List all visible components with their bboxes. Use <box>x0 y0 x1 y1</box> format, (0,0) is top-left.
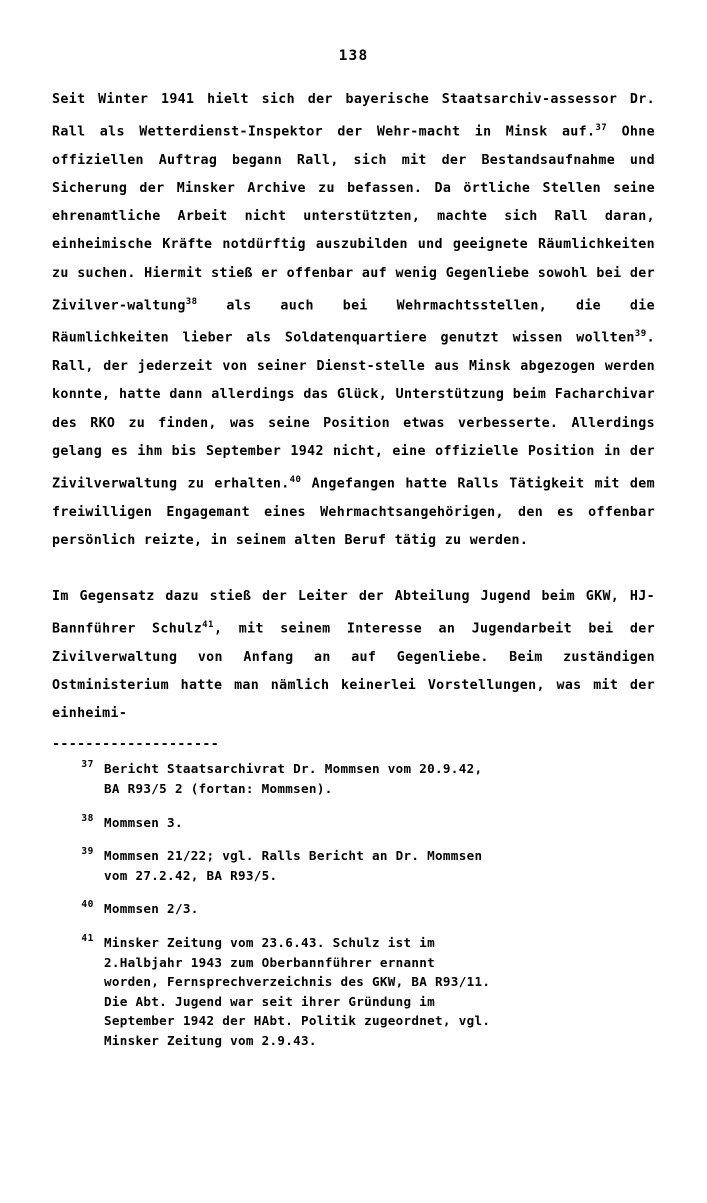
footnote-list <box>52 759 655 1050</box>
footnote-item <box>52 846 655 885</box>
footnote-ref: 41 <box>202 620 214 631</box>
footnote-ref: 39 <box>634 329 647 340</box>
footnote-ref: 40 <box>289 474 302 485</box>
footnote-ref: 38 <box>185 296 198 307</box>
footnote-text: Mommsen 2/3. <box>104 901 199 917</box>
footnote-marker: 39 <box>81 846 94 858</box>
footnote-separator-rule: -------------------- <box>52 738 220 752</box>
paragraph-1: Seit Winter 1941 hielt sich der bayerische Staatsarchiv-assessor Dr. Rall als Wetterdienst-Inspektor der Wehr-macht in Minsk auf.$^{37}$ Ohne offiziellen Auftrag begann Rall, sich mit der Bestandsaufnahme und Sicherung der Minsker Archive zu befassen. Da örtliche Stellen seine ehrenamtliche Arbeit nicht unterstützten, machte sich Rall daran, einheimische Kräfte notdürftig auszubilden und geeignete Räumlichkeiten zu suchen. Hiermit stieß er offenbar auf wenig Gegenliebe sowohl bei der Zivilver-waltung$^{38}$ als auch bei Wehrmachtsstellen, die die Räumlichkeiten lieber als Soldatenquartiere genutzt wissen wollten$^{39}$. Rall, der jederzeit von seiner Dienst-stelle aus Minsk abgezogen werden konnte, hatte dann allerdings das Glück, Unterstützung beim Facharchivar des RKO zu finden, was seine Position etwas verbesserte. Allerdings gelang es ihm bis September 1942 nicht, eine offizielle Position in der Zivilverwaltung zu erhalten.$^{40}$ Angefangen hatte Ralls Tätigkeit mit dem freiwilligen Engagemant eines Wehrmachtsangehörigen, den es offenbar persönlich reizte, in seinem alten Beruf tätig zu werden. <box>52 92 656 548</box>
footnote-text: Minsker Zeitung vom 23.6.43. Schulz ist im 2.Halbjahr 1943 zum Oberbannführer ernannt worden, Fernsprechverzeichnis des GKW, BA R93/11. Die Abt. Jugend war seit ihrer Gründung im September 1942 der HAbt. Politik zugeordnet, vgl. Minsker Zeitung vom 2.9.43. <box>104 934 491 1048</box>
document-page <box>0 48 707 1203</box>
footnote-marker: 37 <box>81 759 94 771</box>
footnote-item <box>52 813 655 833</box>
footnote-marker: 38 <box>81 812 94 824</box>
footnote-item <box>52 899 655 919</box>
footnote-text: Mommsen 21/22; vgl. Ralls Bericht an Dr. Mommsen vom 27.2.42, BA R93/5. <box>104 848 483 883</box>
footnote-marker: 40 <box>81 899 94 911</box>
page-number: 138 <box>338 48 369 64</box>
footnote-marker: 41 <box>81 932 94 944</box>
footnote-ref: 37 <box>595 123 608 134</box>
footnote-item <box>52 759 655 798</box>
footnote-item <box>52 933 655 1051</box>
body-text <box>52 86 655 728</box>
footnote-text: Bericht Staatsarchivrat Dr. Mommsen vom 20.9.42, BA R93/5 2 (fortan: Mommsen). <box>104 761 483 796</box>
footnote-text: Mommsen 3. <box>104 814 183 830</box>
paragraph-2: Im Gegensatz dazu stieß der Leiter der Abteilung Jugend beim GKW, HJ-Bannführer Schulz$^{41}$, mit seinem Interesse an Jugendarbeit bei der Zivilverwaltung von Anfang an auf Gegenliebe. Beim zuständigen Ostministerium hatte man nämlich keinerlei Vorstellungen, was mit der einheimi- <box>52 588 655 722</box>
